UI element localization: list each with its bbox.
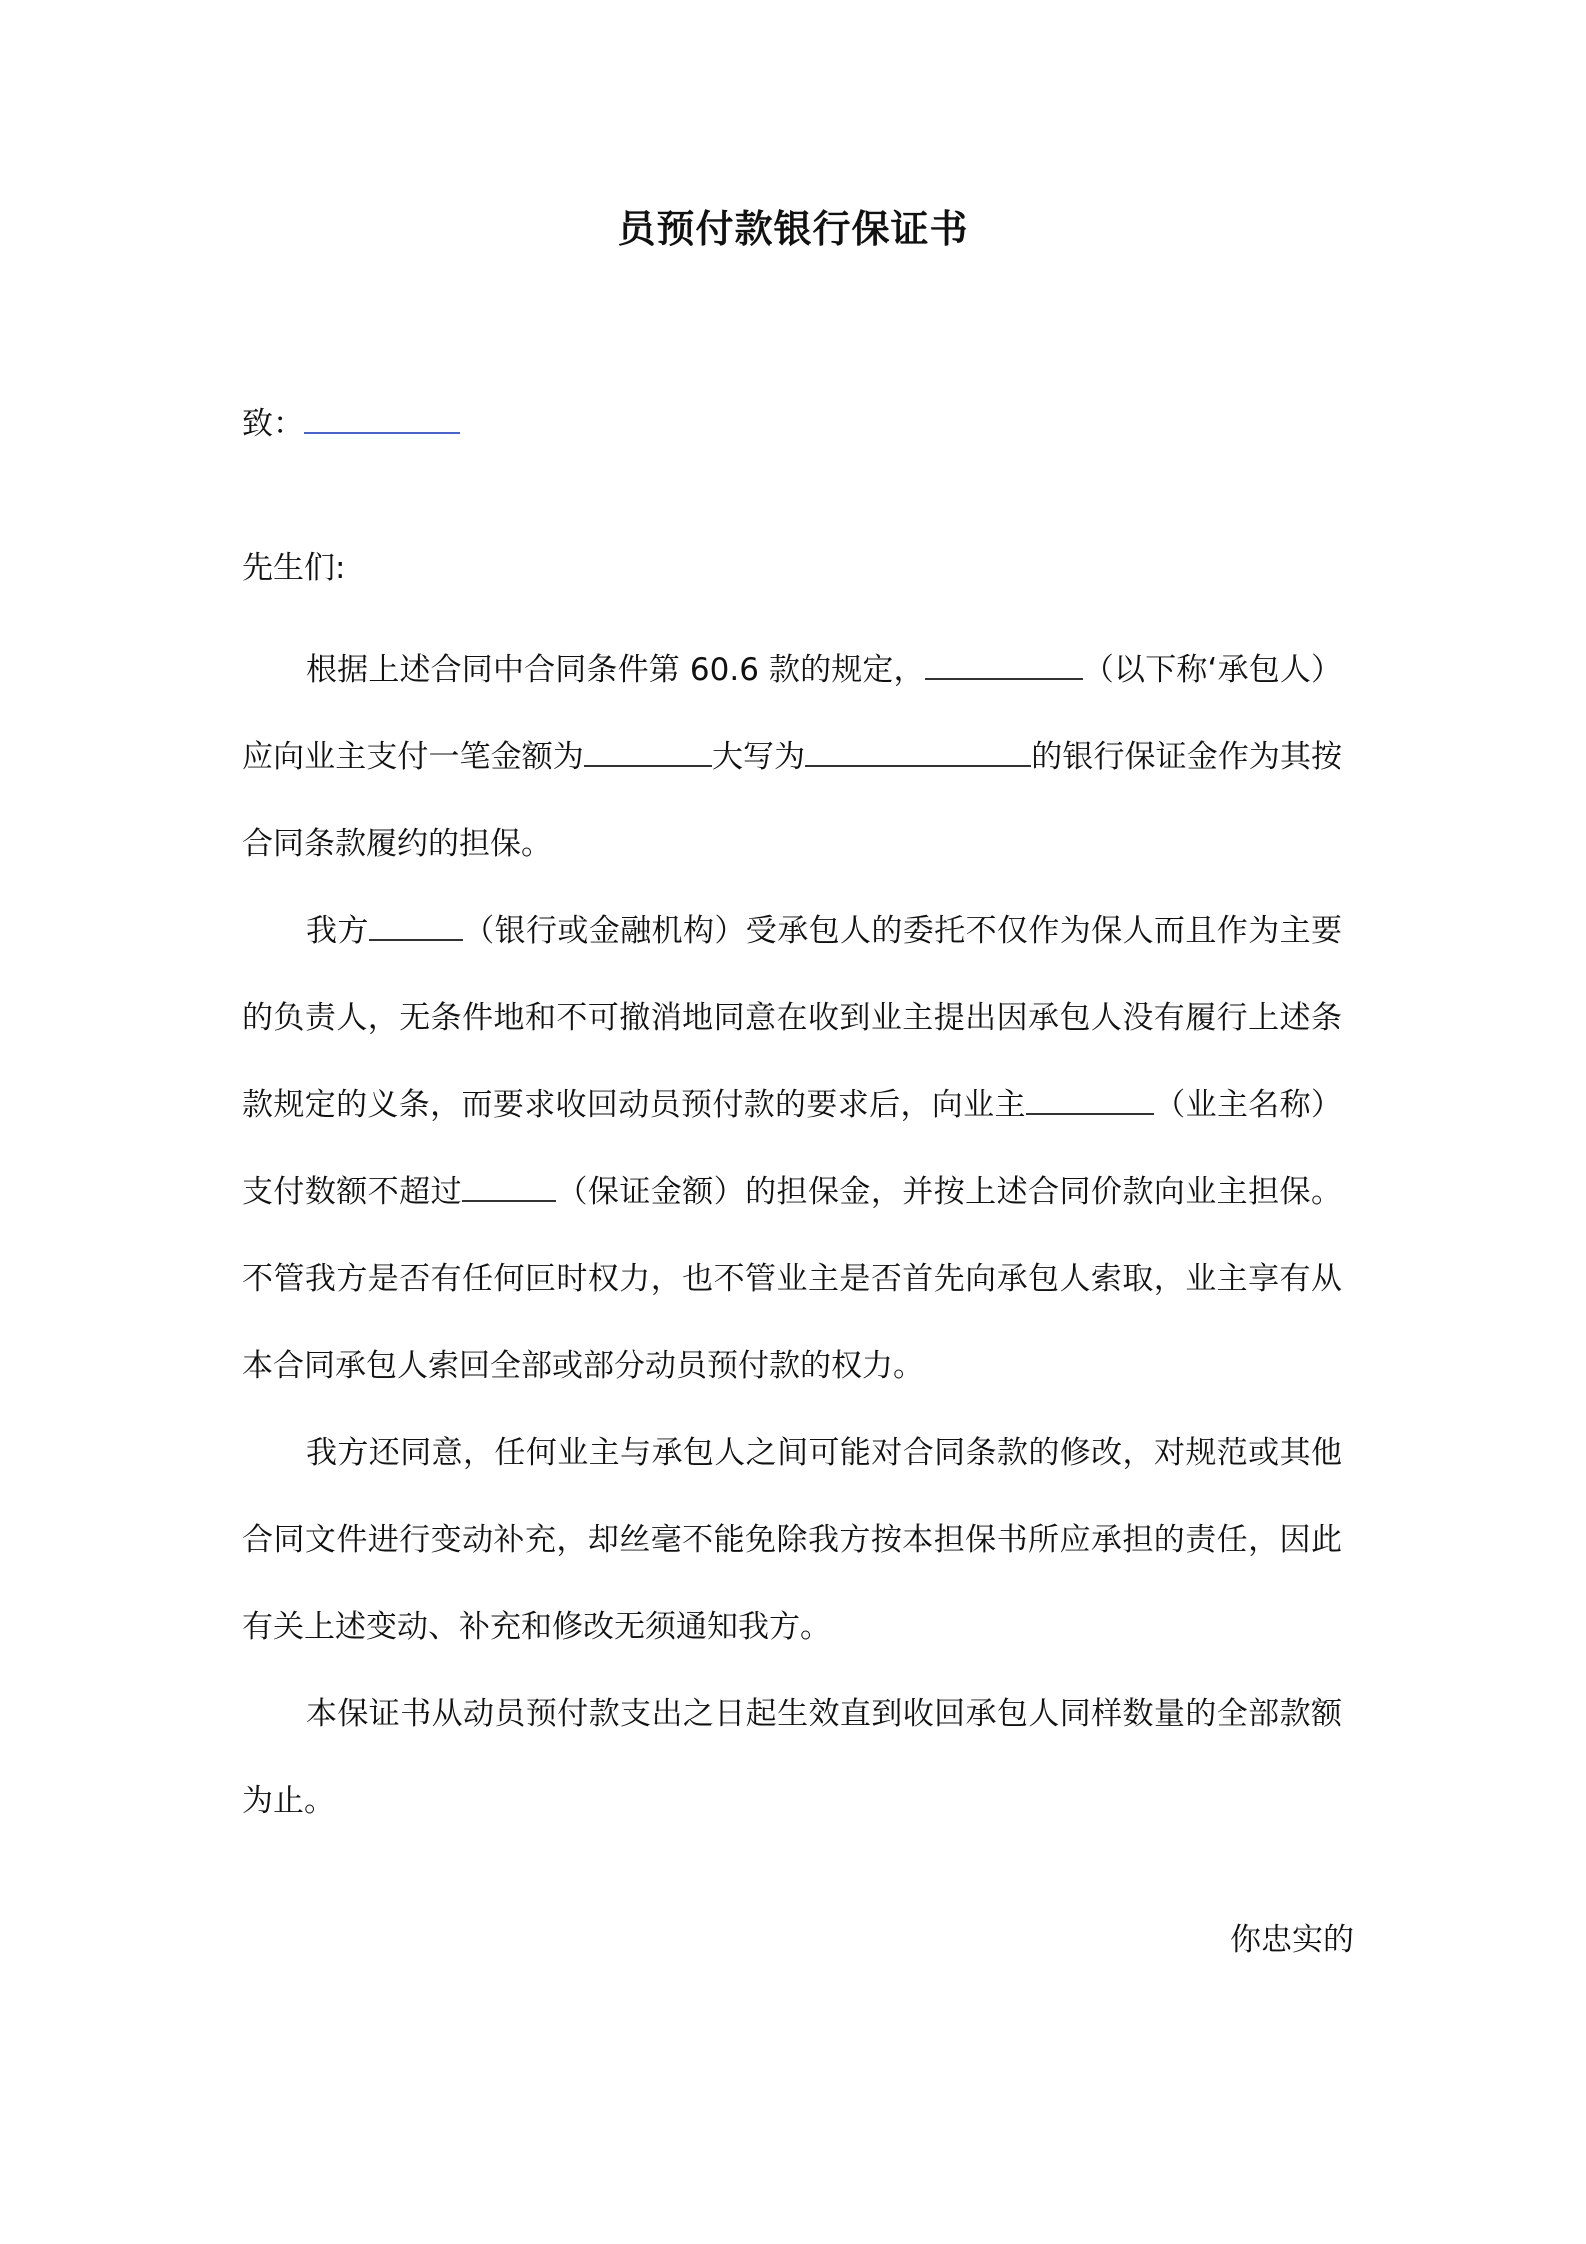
body-text — [242, 627, 1342, 1845]
paragraph-4: 本保证书从动员预付款支出之日起生效直到收回承包人同样数量的全部款额为止。 — [242, 1696, 1342, 1819]
para1-text-1: 根据上述合同中合同条件第 60.6 款的规定， — [306, 652, 925, 688]
paragraph-2 — [242, 888, 1342, 1410]
para2-text-2: （银行或金融机构）受承包人的委托不仅作为保人而且作为主要的负责人，无条件地和不可撤消地同意在收到业主提出因承包人没有履行上述条款规定的义条，而要求收回动员预付款的要求后，向业主 — [242, 913, 1343, 1123]
recipient-blank[interactable] — [304, 396, 460, 434]
recipient-line — [242, 396, 460, 446]
guarantee-amount-blank[interactable] — [462, 1164, 556, 1202]
closing: 你忠实的 — [1230, 1922, 1354, 1958]
contractor-blank[interactable] — [925, 642, 1083, 680]
para1-text-2: （以下称‘承包人）应向业主支付一笔金额为 — [242, 652, 1343, 775]
para2-text-1: 我方 — [306, 913, 369, 949]
employer-name-blank[interactable] — [1026, 1077, 1154, 1115]
para2-text-4: （保证金额）的担保金，并按上述合同价款向业主担保。不管我方是否有任何叵时权力，也不管业主是否首先向承包人索取，业主享有从本合同承包人索回全部或部分动员预付款的权力。 — [242, 1174, 1342, 1384]
amount-words-blank[interactable] — [805, 729, 1031, 767]
paragraph-1 — [242, 627, 1342, 888]
bank-blank[interactable] — [369, 903, 463, 941]
document-title: 员预付款银行保证书 — [617, 207, 969, 251]
salutation: 先生们: — [242, 550, 346, 586]
recipient-label: 致： — [242, 406, 304, 442]
para2-text-3: （业主名称）支付数额不超过 — [242, 1087, 1343, 1210]
paragraph-3: 我方还同意，任何业主与承包人之间可能对合同条款的修改，对规范或其他合同文件进行变动补充，却丝毫不能免除我方按本担保书所应承担的责任，因此有关上述变动、补充和修改无须通知我方。 — [242, 1435, 1342, 1645]
amount-blank[interactable] — [584, 729, 712, 767]
para1-text-3: 大写为 — [711, 739, 806, 775]
para1-text-4: 的银行保证金作为其按合同条款履约的担保。 — [242, 739, 1343, 862]
